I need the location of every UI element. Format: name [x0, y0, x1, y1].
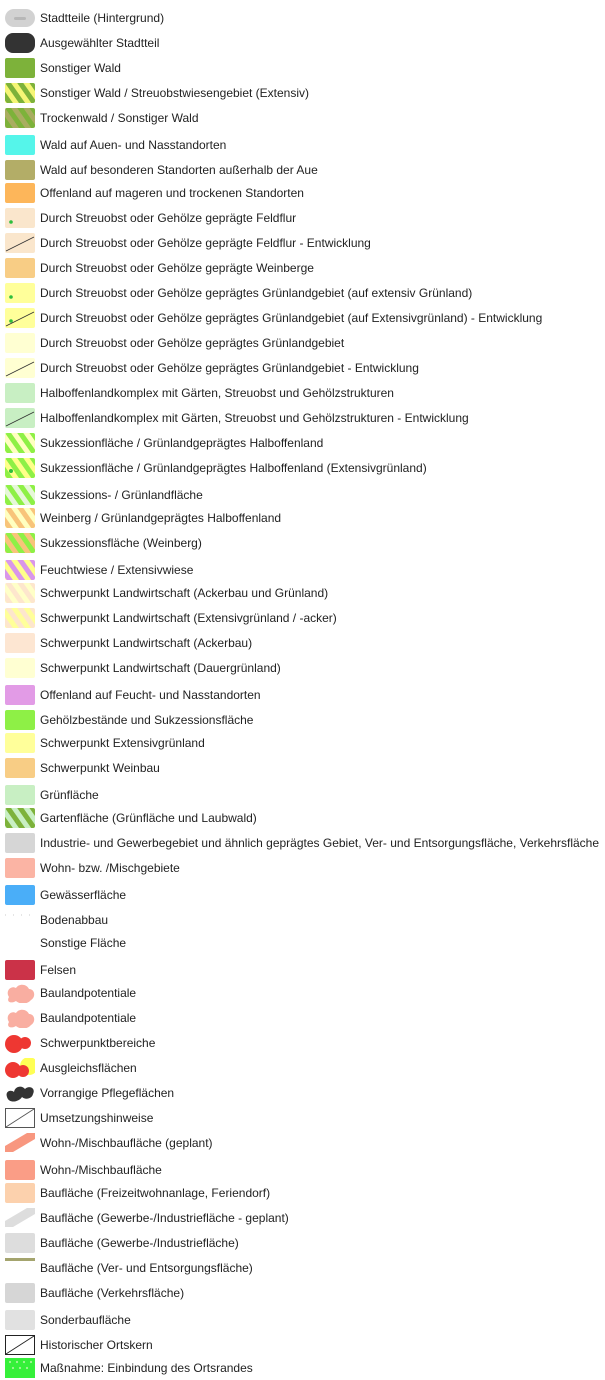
- legend-label: Feuchtwiese / Extensivwiese: [40, 563, 194, 577]
- legend-label: Sonstiger Wald: [40, 61, 121, 75]
- legend-label: Schwerpunkt Landwirtschaft (Extensivgrünland / -acker): [40, 611, 337, 625]
- legend-label: Sukzessionfläche / Grünlandgeprägtes Halboffenland (Extensivgrünland): [40, 461, 427, 475]
- legend-swatch-icon: [5, 258, 35, 278]
- legend-swatch-icon: [5, 1358, 35, 1378]
- legend-item: [0, 1008, 605, 1028]
- legend-swatch-icon: [5, 1233, 35, 1253]
- legend-label: Wohn- bzw. /Mischgebiete: [40, 861, 180, 875]
- legend-swatch-icon: [5, 1008, 35, 1028]
- legend-item: [0, 1258, 605, 1278]
- legend-label: Trockenwald / Sonstiger Wald: [40, 111, 199, 125]
- legend-item: [0, 960, 605, 980]
- legend-swatch-icon: [5, 1310, 35, 1330]
- legend-swatch-icon: [5, 1160, 35, 1180]
- legend-label: Baulandpotentiale: [40, 1011, 137, 1025]
- legend-label: Baufläche (Gewerbe-/Industriefläche - geplant): [40, 1211, 289, 1225]
- legend-item: [0, 658, 605, 678]
- legend-item: [0, 1335, 605, 1355]
- legend-label: Schwerpunkt Extensivgrünland: [40, 736, 205, 750]
- legend-item: [0, 383, 605, 403]
- legend-swatch-icon: [5, 1208, 35, 1228]
- legend-label: Durch Streuobst oder Gehölze geprägtes Grünlandgebiet: [40, 336, 345, 350]
- legend-label: Baufläche (Freizeitwohnanlage, Feriendorf): [40, 1186, 271, 1200]
- legend-swatch-icon: [5, 733, 35, 753]
- legend-swatch-icon: [5, 1108, 35, 1128]
- legend-swatch-icon: [5, 858, 35, 878]
- legend-label: Baufläche (Ver- und Entsorgungsfläche): [40, 1261, 253, 1275]
- legend-swatch-icon: [5, 1033, 35, 1053]
- legend-swatch-icon: [5, 160, 35, 180]
- legend-item: [0, 533, 605, 553]
- legend-swatch-icon: [5, 533, 35, 553]
- legend-label: Umsetzungshinweise: [40, 1111, 154, 1125]
- legend-swatch-icon: [5, 833, 35, 853]
- legend-swatch-icon: [5, 233, 35, 253]
- legend-swatch-icon: [5, 710, 35, 730]
- legend-swatch-icon: [5, 135, 35, 155]
- legend-swatch-icon: [5, 658, 35, 678]
- legend-item: [0, 508, 605, 528]
- legend-item: [0, 1358, 605, 1378]
- legend-swatch-icon: [5, 433, 35, 453]
- legend-item: [0, 933, 605, 953]
- legend-item: [0, 283, 605, 303]
- legend-label: Baulandpotentiale: [40, 986, 137, 1000]
- legend-item: [0, 983, 605, 1003]
- legend-item: [0, 1108, 605, 1128]
- legend-label: Gartenfläche (Grünfläche und Laubwald): [40, 811, 257, 825]
- legend-item: [0, 733, 605, 753]
- legend-item: [0, 108, 605, 128]
- legend-label: Baufläche (Gewerbe-/Industriefläche): [40, 1236, 239, 1250]
- legend-label: Bodenabbau: [40, 913, 109, 927]
- legend-item: [0, 160, 605, 180]
- legend-label: Wald auf besonderen Standorten außerhalb der Aue: [40, 163, 318, 177]
- legend-swatch-icon: [5, 758, 35, 778]
- legend-swatch-icon: [5, 1183, 35, 1203]
- legend-item: [0, 1310, 605, 1330]
- legend-item: [0, 258, 605, 278]
- legend-item: [0, 1058, 605, 1078]
- legend-swatch-icon: [5, 933, 35, 953]
- legend-label: Sonstiger Wald / Streuobstwiesengebiet (Extensiv): [40, 86, 310, 100]
- legend-item: [0, 560, 605, 580]
- legend-label: Historischer Ortskern: [40, 1338, 153, 1352]
- legend-swatch-icon: [5, 33, 35, 53]
- legend-item: [0, 135, 605, 155]
- legend-label: Maßnahme: Einbindung des Ortsrandes: [40, 1361, 253, 1375]
- legend-label: Wohn-/Mischbaufläche (geplant): [40, 1136, 213, 1150]
- legend-swatch-icon: [5, 1335, 35, 1355]
- legend-label: Offenland auf Feucht- und Nasstandorten: [40, 688, 261, 702]
- legend-item: [0, 33, 605, 53]
- legend-item: [0, 308, 605, 328]
- legend-item: [0, 1083, 605, 1103]
- legend-label: Durch Streuobst oder Gehölze geprägtes Grünlandgebiet - Entwicklung: [40, 361, 419, 375]
- legend-swatch-icon: [5, 408, 35, 428]
- legend-label: Durch Streuobst oder Gehölze geprägtes Grünlandgebiet (auf extensiv Grünland): [40, 286, 473, 300]
- legend-label: Weinberg / Grünlandgeprägtes Halboffenland: [40, 511, 282, 525]
- legend-item: [0, 1160, 605, 1180]
- legend-swatch-icon: [5, 960, 35, 980]
- legend-item: [0, 758, 605, 778]
- legend-item: [0, 408, 605, 428]
- legend-label: Halboffenlandkomplex mit Gärten, Streuobst und Gehölzstrukturen: [40, 386, 394, 400]
- legend-label: Sukzessionfläche / Grünlandgeprägtes Halboffenland: [40, 436, 324, 450]
- legend-item: [0, 1033, 605, 1053]
- legend-label: Durch Streuobst oder Gehölze geprägte Weinberge: [40, 261, 314, 275]
- legend-swatch-icon: [5, 8, 35, 28]
- legend-swatch-icon: [5, 1133, 35, 1153]
- legend-swatch-icon: [5, 383, 35, 403]
- legend-label: Durch Streuobst oder Gehölze geprägte Feldflur - Entwicklung: [40, 236, 371, 250]
- legend-swatch-icon: [5, 358, 35, 378]
- legend-item: [0, 208, 605, 228]
- legend-item: [0, 608, 605, 628]
- legend-swatch-icon: [5, 983, 35, 1003]
- legend-swatch-icon: [5, 83, 35, 103]
- legend-label: Sukzessionsfläche (Weinberg): [40, 536, 202, 550]
- legend-label: Sonderbaufläche: [40, 1313, 131, 1327]
- legend-item: [0, 710, 605, 730]
- legend-label: Gewässerfläche: [40, 888, 127, 902]
- legend-label: Schwerpunktbereiche: [40, 1036, 156, 1050]
- legend-swatch-icon: [5, 685, 35, 705]
- legend-swatch-icon: [5, 283, 35, 303]
- legend-label: Ausgleichsflächen: [40, 1061, 137, 1075]
- legend-swatch-icon: [5, 58, 35, 78]
- legend-swatch-icon: [5, 910, 35, 930]
- legend-item: [0, 833, 605, 853]
- legend-item: [0, 458, 605, 478]
- legend-item: [0, 358, 605, 378]
- legend-item: [0, 885, 605, 905]
- legend-label: Wohn-/Mischbaufläche: [40, 1163, 162, 1177]
- legend-label: Sonstige Fläche: [40, 936, 127, 950]
- legend-swatch-icon: [5, 183, 35, 203]
- legend-swatch-icon: [5, 508, 35, 528]
- legend-item: [0, 1233, 605, 1253]
- legend-label: Stadtteile (Hintergrund): [40, 11, 165, 25]
- legend-label: Wald auf Auen- und Nasstandorten: [40, 138, 227, 152]
- legend-item: [0, 785, 605, 805]
- legend-label: Industrie- und Gewerbegebiet und ähnlich geprägtes Gebiet, Ver- und Entsorgungsfläche, Verkehrsfläche: [40, 836, 600, 850]
- legend-swatch-icon: [5, 1058, 35, 1078]
- legend-label: Schwerpunkt Landwirtschaft (Ackerbau und Grünland): [40, 586, 329, 600]
- legend-label: Durch Streuobst oder Gehölze geprägte Feldflur: [40, 211, 297, 225]
- legend-label: Schwerpunkt Weinbau: [40, 761, 160, 775]
- legend-item: [0, 910, 605, 930]
- legend-item: [0, 633, 605, 653]
- legend-item: [0, 583, 605, 603]
- legend-swatch-icon: [5, 108, 35, 128]
- legend-label: Schwerpunkt Landwirtschaft (Ackerbau): [40, 636, 253, 650]
- legend-item: [0, 333, 605, 353]
- legend-item: [0, 1208, 605, 1228]
- legend-label: Vorrangige Pflegeflächen: [40, 1086, 175, 1100]
- legend-label: Felsen: [40, 963, 77, 977]
- legend-swatch-icon: [5, 885, 35, 905]
- legend-swatch-icon: [5, 485, 35, 505]
- legend-swatch-icon: [5, 1283, 35, 1303]
- legend-swatch-icon: [5, 333, 35, 353]
- legend-item: [0, 858, 605, 878]
- legend-item: [0, 808, 605, 828]
- legend-swatch-icon: [5, 208, 35, 228]
- legend-item: [0, 1183, 605, 1203]
- legend-item: [0, 8, 605, 28]
- legend-swatch-icon: [5, 1258, 35, 1278]
- legend-item: [0, 183, 605, 203]
- legend-swatch-icon: [5, 785, 35, 805]
- legend-item: [0, 485, 605, 505]
- legend-item: [0, 433, 605, 453]
- legend-swatch-icon: [5, 308, 35, 328]
- legend-item: [0, 233, 605, 253]
- legend-item: [0, 1133, 605, 1153]
- legend-label: Baufläche (Verkehrsfläche): [40, 1286, 185, 1300]
- legend-label: Halboffenlandkomplex mit Gärten, Streuobst und Gehölzstrukturen - Entwicklung: [40, 411, 469, 425]
- legend-label: Durch Streuobst oder Gehölze geprägtes Grünlandgebiet (auf Extensivgrünland) - Entwicklung: [40, 311, 543, 325]
- legend-swatch-icon: [5, 633, 35, 653]
- legend-item: [0, 685, 605, 705]
- legend-label: Sukzessions- / Grünlandfläche: [40, 488, 203, 502]
- legend-label: Gehölzbestände und Sukzessionsfläche: [40, 713, 254, 727]
- legend-swatch-icon: [5, 583, 35, 603]
- legend-swatch-icon: [5, 608, 35, 628]
- legend-label: Grünfläche: [40, 788, 99, 802]
- legend-item: [0, 83, 605, 103]
- legend-swatch-icon: [5, 560, 35, 580]
- legend-swatch-icon: [5, 1083, 35, 1103]
- legend-swatch-icon: [5, 808, 35, 828]
- legend-label: Ausgewählter Stadtteil: [40, 36, 160, 50]
- legend-label: Schwerpunkt Landwirtschaft (Dauergrünland): [40, 661, 281, 675]
- legend-swatch-icon: [5, 458, 35, 478]
- legend-label: Offenland auf mageren und trockenen Standorten: [40, 186, 304, 200]
- legend-item: [0, 58, 605, 78]
- legend-item: [0, 1283, 605, 1303]
